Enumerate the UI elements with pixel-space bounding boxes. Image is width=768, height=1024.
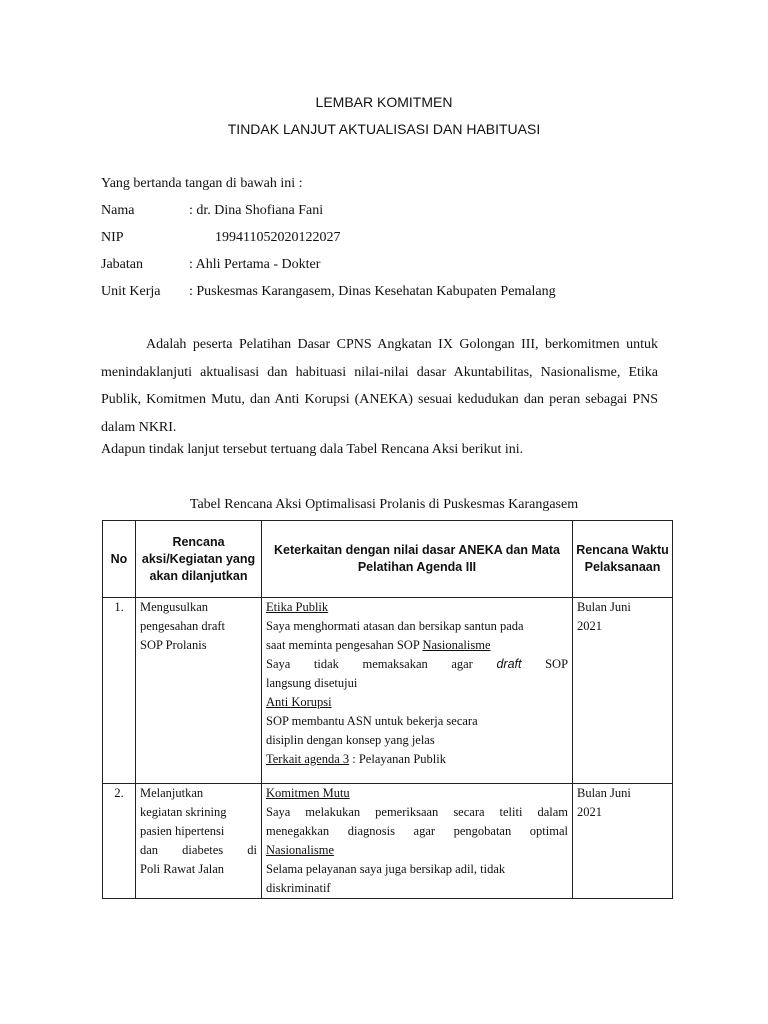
header-waktu: Rencana Waktu Pelaksanaan <box>573 521 673 598</box>
keterkaitan-cell <box>262 784 573 899</box>
commitment-paragraph-text: Adalah peserta Pelatihan Dasar CPNS Angkatan IX Golongan III, berkomitmen untuk menindaklanjuti aktualisasi dan habituasi nilai-nilai dasar Akuntabilitas, Nasionalisme, Etika Publik, Komitmen Mutu, dan Anti Korupsi (ANEKA) sesuai kedudukan dan peran sebagai PNS dalam NKRI. <box>101 337 658 435</box>
nip-value: 199411052020122027 <box>215 230 341 245</box>
unit-kerja-value: : Puskesmas Karangasem, Dinas Kesehatan Kabupaten Pemalang <box>189 284 556 299</box>
value-heading-nasionalisme: Nasionalisme <box>266 843 335 857</box>
intro-text: Yang bertanda tangan di bawah ini : <box>101 176 303 191</box>
header-no: No <box>103 521 136 598</box>
nasionalisme-desc-line: langsung disetujui <box>266 676 358 690</box>
komitmen-mutu-desc-line: Saya melakukan pemeriksaan secara teliti dalam <box>266 805 568 819</box>
draft-italic-text: draft <box>496 657 522 671</box>
table-row <box>103 598 673 784</box>
activity-line: Poli Rawat Jalan <box>140 862 225 876</box>
waktu-cell <box>573 784 673 899</box>
table-caption: Tabel Rencana Aksi Optimalisasi Prolanis di Puskesmas Karangasem <box>189 497 579 512</box>
row-number: 2. <box>103 784 136 899</box>
nasionalisme-desc-line <box>266 655 568 674</box>
row-number: 1. <box>103 598 136 784</box>
activity-line: pengesahan draft <box>140 619 226 633</box>
nasionalisme-desc-text: SOP <box>545 657 569 671</box>
header-keterkaitan: Keterkaitan dengan nilai dasar ANEKA dan Mata Pelatihan Agenda III <box>262 521 573 598</box>
etika-desc-line: Saya menghormati atasan dan bersikap santun pada <box>266 619 524 633</box>
activity-line: SOP Prolanis <box>140 638 207 652</box>
waktu-cell <box>573 598 673 784</box>
activity-cell <box>136 784 262 899</box>
unit-kerja-label: Unit Kerja <box>101 284 161 299</box>
nasionalisme-desc-text: Saya tidak memaksakan agar <box>266 657 473 671</box>
agenda-desc: : Pelayanan Publik <box>349 752 446 766</box>
nip-label: NIP <box>101 230 124 245</box>
value-heading-nasionalisme: Nasionalisme <box>422 638 491 652</box>
anti-korupsi-desc-line: SOP membantu ASN untuk bekerja secara <box>266 714 478 728</box>
name-label: Nama <box>101 203 135 218</box>
table-header-row <box>103 521 673 598</box>
value-heading-anti-korupsi: Anti Korupsi <box>266 695 332 709</box>
agenda-label: Terkait agenda 3 <box>266 752 350 766</box>
commitment-paragraph <box>101 331 658 441</box>
komitmen-mutu-desc-line: menegakkan diagnosis agar pengobatan optimal <box>266 824 568 838</box>
activity-line: pasien hipertensi <box>140 824 225 838</box>
nasionalisme-desc-line: Selama pelayanan saya juga bersikap adil, tidak <box>266 862 506 876</box>
document-subtitle: TINDAK LANJUT AKTUALISASI DAN HABITUASI <box>227 121 541 137</box>
keterkaitan-cell <box>262 598 573 784</box>
name-value: : dr. Dina Shofiana Fani <box>189 203 324 218</box>
action-plan-table <box>102 520 673 899</box>
waktu-line: 2021 <box>577 805 602 819</box>
value-heading-komitmen-mutu: Komitmen Mutu <box>266 786 350 800</box>
table-row <box>103 784 673 899</box>
adapun-text: Adapun tindak lanjut tersebut tertuang dala Tabel Rencana Aksi berikut ini. <box>101 442 524 457</box>
etika-desc-line: saat meminta pengesahan SOP <box>266 638 420 652</box>
jabatan-value: : Ahli Pertama - Dokter <box>189 257 321 272</box>
activity-line: Melanjutkan <box>140 786 204 800</box>
jabatan-label: Jabatan <box>101 257 143 272</box>
activity-cell <box>136 598 262 784</box>
document-title: LEMBAR KOMITMEN <box>315 94 453 110</box>
activity-line: kegiatan skrining <box>140 805 227 819</box>
value-heading-etika-publik: Etika Publik <box>266 600 329 614</box>
activity-line: Mengusulkan <box>140 600 209 614</box>
header-rencana: Rencana aksi/Kegiatan yang akan dilanjutkan <box>136 521 262 598</box>
waktu-line: 2021 <box>577 619 602 633</box>
waktu-line: Bulan Juni <box>577 600 631 614</box>
anti-korupsi-desc-line: disiplin dengan konsep yang jelas <box>266 733 435 747</box>
waktu-line: Bulan Juni <box>577 786 631 800</box>
activity-line: dan diabetes di <box>140 843 257 857</box>
nasionalisme-desc-line: diskriminatif <box>266 881 331 895</box>
